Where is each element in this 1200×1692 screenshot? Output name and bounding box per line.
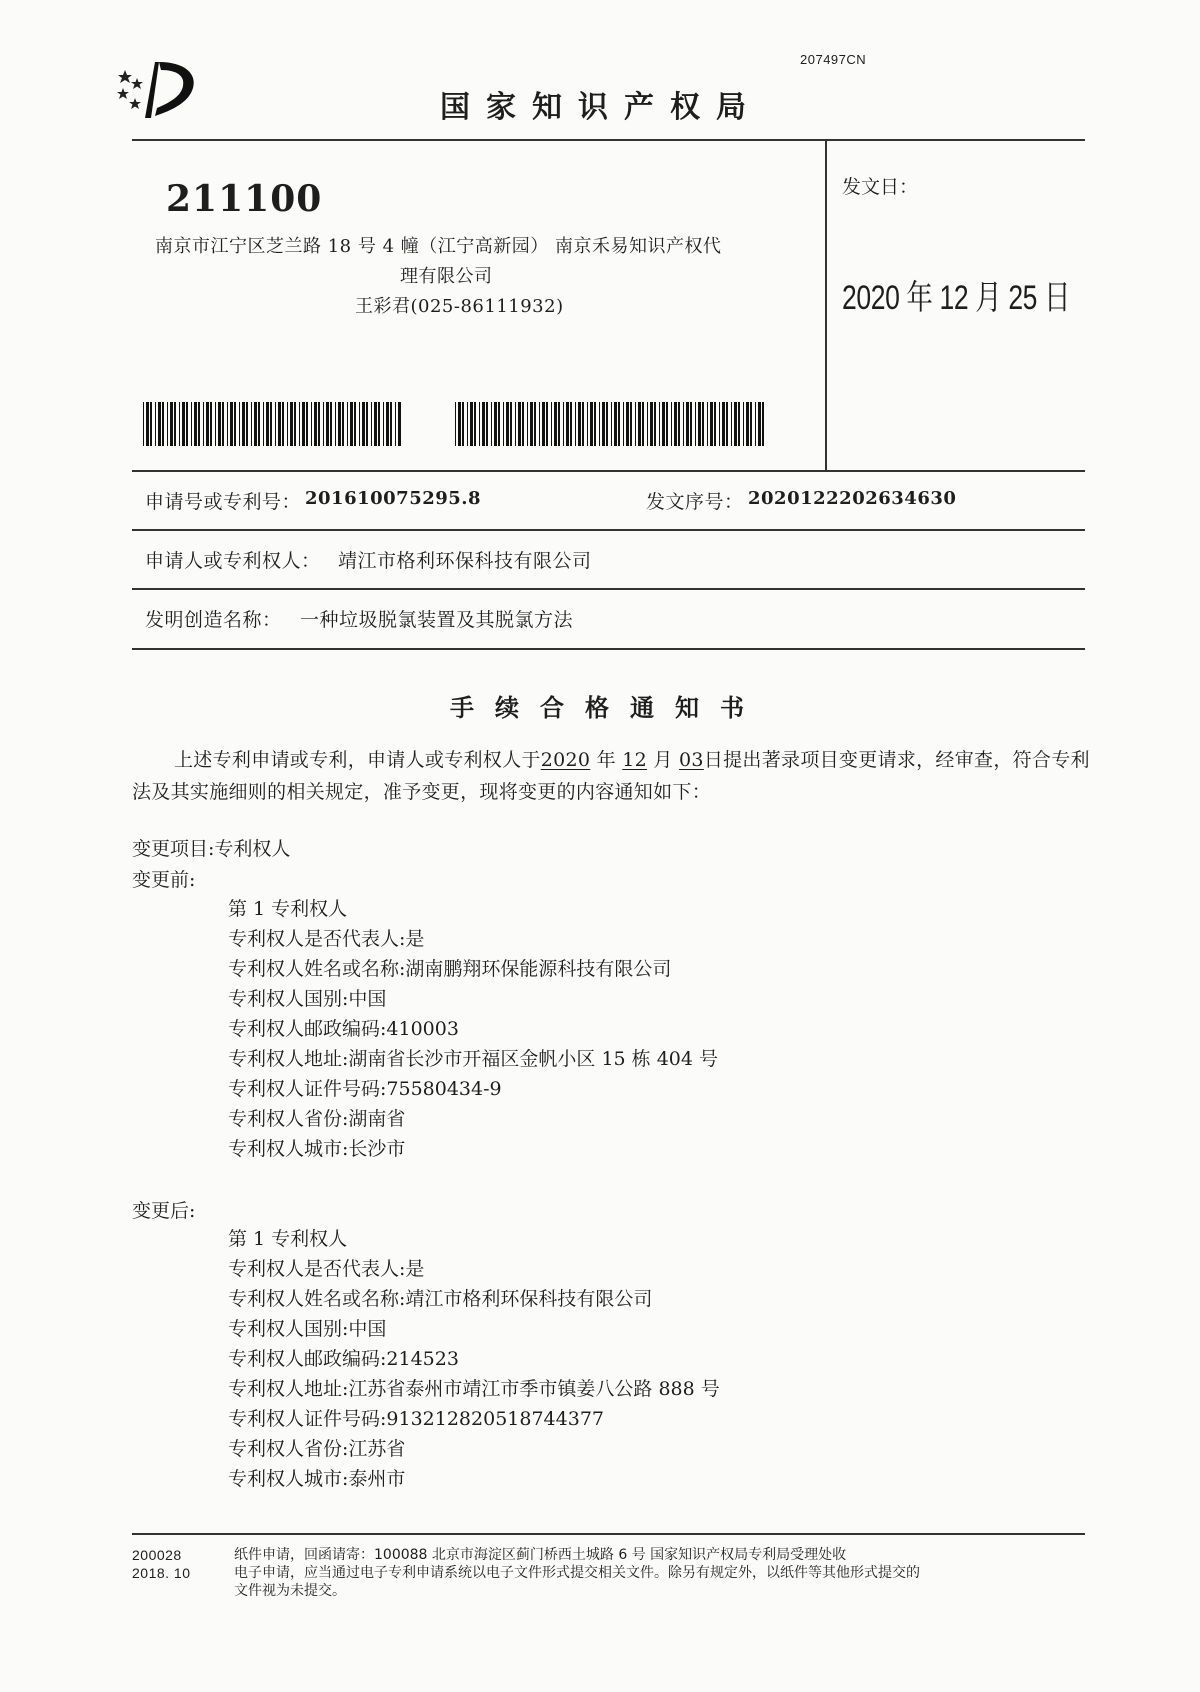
cnipa-logo-icon — [115, 56, 205, 126]
form-version-date: 2018. 10 — [132, 1565, 191, 1581]
footer-line-3: 文件视为未提交。 — [234, 1583, 346, 1599]
list-item: 专利权人国别:中国 — [228, 1318, 387, 1340]
before-change-list — [228, 894, 718, 1164]
paragraph-text-3: 月 — [653, 749, 673, 771]
paragraph-text-2: 年 — [596, 749, 616, 771]
agency-name: 国家知识产权局 — [440, 90, 762, 125]
list-item: 专利权人省份:湖南省 — [228, 1108, 406, 1130]
recipient-address-line1: 南京市江宁区芝兰路 18 号 4 幢（江宁高新园） 南京禾易知识产权代 — [155, 236, 722, 257]
request-month: 12 — [622, 749, 648, 771]
form-code — [132, 1546, 191, 1582]
recipient-postal-code: 211100 — [166, 178, 323, 220]
info-rule-3 — [132, 588, 1085, 590]
change-item-label: 变更项目:专利权人 — [132, 838, 291, 860]
footer-instructions — [234, 1546, 1089, 1600]
notice-paragraph — [132, 744, 1092, 808]
list-item: 专利权人国别:中国 — [228, 988, 387, 1010]
application-number: 201610075295.8 — [305, 488, 482, 509]
list-item: 专利权人姓名或名称:靖江市格利环保科技有限公司 — [228, 1288, 653, 1310]
form-number: 200028 — [132, 1547, 182, 1563]
invention-title-label: 发明创造名称： — [145, 609, 282, 631]
document-code: 207497CN — [800, 52, 867, 67]
paragraph-text-4: 日提出著录项目变更请求，经审查，符合专利法及其实施细则的相关规定，准予变更，现将变更的内容通知如下： — [132, 749, 1090, 803]
footer-line-1: 纸件申请，回函请寄：100088 北京市海淀区蓟门桥西土城路 6 号 国家知识产权局专利局受理处收 — [234, 1547, 847, 1563]
issue-date-label: 发文日： — [842, 176, 919, 198]
list-item: 专利权人城市:泰州市 — [228, 1468, 406, 1490]
footer-line-2: 电子申请，应当通过电子专利申请系统以电子文件形式提交相关文件。除另有规定外，以纸件等其他形式提交的 — [234, 1565, 920, 1581]
info-rule-1 — [132, 470, 1085, 472]
list-item: 专利权人城市:长沙市 — [228, 1138, 406, 1160]
issue-date: 2020 年 12 月 25 日 — [842, 279, 1071, 317]
list-item: 专利权人地址:江苏省泰州市靖江市季市镇姜八公路 888 号 — [228, 1378, 720, 1400]
recipient-contact: 王彩君(025-86111932) — [355, 296, 564, 317]
list-item: 专利权人证件号码:75580434-9 — [228, 1078, 502, 1100]
list-item: 第 1 专利权人 — [228, 898, 348, 920]
barcode-right — [455, 402, 765, 446]
after-change-list — [228, 1224, 720, 1494]
after-change-label: 变更后: — [132, 1200, 196, 1222]
list-item: 专利权人是否代表人:是 — [228, 928, 425, 950]
list-item: 专利权人邮政编码:410003 — [228, 1018, 459, 1040]
application-number-label: 申请号或专利号： — [145, 491, 302, 513]
recipient-address-line2: 理有限公司 — [400, 266, 493, 287]
block-divider — [825, 140, 827, 470]
list-item: 第 1 专利权人 — [228, 1228, 348, 1250]
list-item: 专利权人邮政编码:214523 — [228, 1348, 459, 1370]
header-rule — [132, 139, 1085, 141]
footer-rule — [132, 1533, 1085, 1535]
list-item: 专利权人是否代表人:是 — [228, 1258, 425, 1280]
request-day: 03 — [679, 749, 704, 771]
applicant-label: 申请人或专利权人： — [145, 550, 321, 572]
list-item: 专利权人证件号码:913212820518744377 — [228, 1408, 604, 1430]
barcode-left — [143, 402, 401, 446]
paragraph-text-1: 上述专利申请或专利，申请人或专利权人于 — [174, 749, 541, 771]
list-item: 专利权人姓名或名称:湖南鹏翔环保能源科技有限公司 — [228, 958, 672, 980]
invention-title: 一种垃圾脱氯装置及其脱氯方法 — [300, 609, 574, 631]
applicant-name: 靖江市格利环保科技有限公司 — [338, 550, 592, 572]
list-item: 专利权人地址:湖南省长沙市开福区金帆小区 15 栋 404 号 — [228, 1048, 719, 1070]
info-rule-4 — [132, 648, 1085, 650]
info-rule-2 — [132, 529, 1085, 531]
before-change-label: 变更前: — [132, 869, 196, 891]
notice-title: 手续合格通知书 — [450, 694, 765, 722]
serial-number: 2020122202634630 — [748, 488, 957, 509]
list-item: 专利权人省份:江苏省 — [228, 1438, 406, 1460]
serial-number-label: 发文序号： — [646, 491, 744, 513]
request-year: 2020 — [540, 749, 591, 771]
